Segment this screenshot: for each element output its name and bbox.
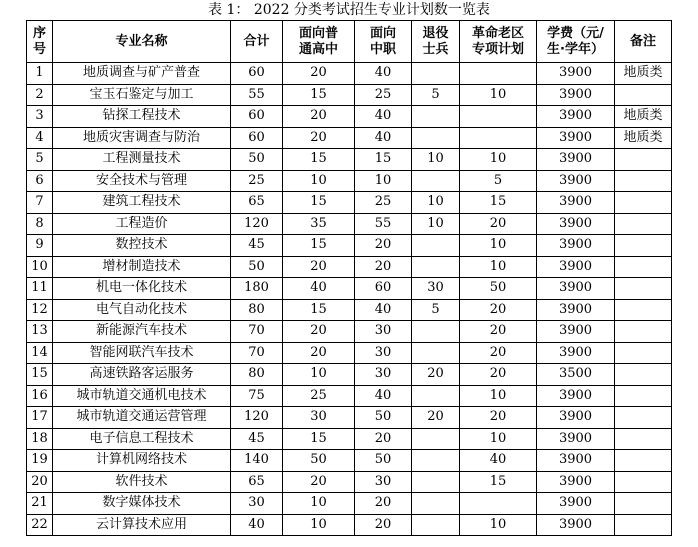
cell-general: 10 [283, 514, 355, 536]
header-seq-line1: 序 [32, 25, 46, 41]
cell-total: 70 [231, 342, 283, 364]
cell-note [615, 299, 672, 321]
cell-vocational: 40 [355, 299, 412, 321]
table-row [27, 299, 672, 321]
cell-seq: 17 [27, 407, 53, 429]
cell-veteran [412, 106, 460, 128]
cell-seq: 4 [27, 127, 53, 149]
cell-vocational: 20 [355, 235, 412, 257]
cell-revolution: 10 [460, 514, 537, 536]
cell-note [615, 149, 672, 171]
cell-note [615, 342, 672, 364]
cell-revolution: 20 [460, 213, 537, 235]
cell-major: 数字媒体技术 [53, 493, 231, 515]
cell-vocational: 40 [355, 63, 412, 85]
cell-total: 80 [231, 364, 283, 386]
cell-major: 建筑工程技术 [53, 192, 231, 214]
table-row [27, 493, 672, 515]
cell-seq: 5 [27, 149, 53, 171]
cell-major: 云计算技术应用 [53, 514, 231, 536]
cell-veteran: 20 [412, 407, 460, 429]
cell-general: 20 [283, 321, 355, 343]
cell-major: 宝玉石鉴定与加工 [53, 84, 231, 106]
cell-general: 30 [283, 407, 355, 429]
cell-general: 20 [283, 127, 355, 149]
cell-seq: 10 [27, 256, 53, 278]
cell-seq: 22 [27, 514, 53, 536]
cell-total: 75 [231, 385, 283, 407]
cell-general: 15 [283, 149, 355, 171]
cell-veteran: 10 [412, 149, 460, 171]
table-row [27, 407, 672, 429]
cell-revolution: 50 [460, 278, 537, 300]
cell-note [615, 235, 672, 257]
cell-fee: 3900 [537, 342, 615, 364]
cell-vocational: 20 [355, 493, 412, 515]
cell-revolution: 15 [460, 192, 537, 214]
cell-fee: 3900 [537, 407, 615, 429]
cell-seq: 20 [27, 471, 53, 493]
cell-revolution: 20 [460, 299, 537, 321]
cell-fee: 3900 [537, 428, 615, 450]
cell-revolution: 10 [460, 256, 537, 278]
cell-total: 65 [231, 192, 283, 214]
cell-seq: 12 [27, 299, 53, 321]
cell-total: 180 [231, 278, 283, 300]
cell-vocational: 10 [355, 170, 412, 192]
cell-vocational: 25 [355, 84, 412, 106]
header-fee-line1: 学费（元/ [547, 25, 604, 41]
cell-veteran [412, 493, 460, 515]
cell-revolution: 20 [460, 364, 537, 386]
cell-revolution: 10 [460, 385, 537, 407]
cell-fee: 3900 [537, 213, 615, 235]
cell-note [615, 471, 672, 493]
cell-vocational: 40 [355, 106, 412, 128]
cell-note [615, 192, 672, 214]
cell-revolution [460, 63, 537, 85]
cell-veteran [412, 63, 460, 85]
cell-seq: 1 [27, 63, 53, 85]
table-row [27, 106, 672, 128]
cell-total: 40 [231, 514, 283, 536]
cell-note [615, 84, 672, 106]
cell-total: 60 [231, 63, 283, 85]
cell-revolution [460, 493, 537, 515]
cell-note [615, 514, 672, 536]
table-row [27, 385, 672, 407]
header-seq-line2: 号 [32, 41, 46, 57]
header-revolution-line2: 专项计划 [471, 41, 524, 57]
cell-vocational: 20 [355, 514, 412, 536]
header-note: 备注 [615, 21, 672, 63]
header-veteran [412, 21, 460, 63]
header-vocational-line2: 中职 [369, 41, 396, 57]
cell-veteran [412, 514, 460, 536]
cell-total: 60 [231, 106, 283, 128]
cell-note [615, 278, 672, 300]
cell-seq: 3 [27, 106, 53, 128]
cell-vocational: 15 [355, 149, 412, 171]
cell-total: 65 [231, 471, 283, 493]
cell-fee: 3900 [537, 192, 615, 214]
cell-total: 140 [231, 450, 283, 472]
header-vocational-line1: 面向 [369, 25, 396, 41]
cell-vocational: 50 [355, 450, 412, 472]
cell-veteran: 30 [412, 278, 460, 300]
cell-fee: 3900 [537, 450, 615, 472]
cell-major: 机电一体化技术 [53, 278, 231, 300]
cell-fee: 3900 [537, 84, 615, 106]
cell-revolution: 10 [460, 428, 537, 450]
table-row [27, 213, 672, 235]
header-total: 合计 [231, 21, 283, 63]
cell-seq: 6 [27, 170, 53, 192]
table-header [27, 21, 672, 63]
table-row [27, 149, 672, 171]
cell-general: 25 [283, 385, 355, 407]
cell-major: 数控技术 [53, 235, 231, 257]
cell-fee: 3900 [537, 170, 615, 192]
table-row [27, 514, 672, 536]
cell-total: 70 [231, 321, 283, 343]
cell-veteran [412, 321, 460, 343]
cell-major: 城市轨道交通机电技术 [53, 385, 231, 407]
cell-seq: 11 [27, 278, 53, 300]
cell-fee: 3900 [537, 127, 615, 149]
cell-general: 20 [283, 342, 355, 364]
cell-vocational: 30 [355, 342, 412, 364]
header-general-line1: 面向普 [298, 25, 338, 41]
cell-major: 高速铁路客运服务 [53, 364, 231, 386]
header-general-line2: 通高中 [298, 41, 338, 57]
cell-revolution: 40 [460, 450, 537, 472]
cell-seq: 18 [27, 428, 53, 450]
cell-major: 电气自动化技术 [53, 299, 231, 321]
cell-veteran: 5 [412, 84, 460, 106]
cell-major: 工程造价 [53, 213, 231, 235]
cell-general: 40 [283, 278, 355, 300]
cell-total: 45 [231, 428, 283, 450]
cell-total: 120 [231, 407, 283, 429]
cell-major: 电子信息工程技术 [53, 428, 231, 450]
cell-veteran: 5 [412, 299, 460, 321]
cell-veteran [412, 235, 460, 257]
table-row [27, 450, 672, 472]
cell-total: 55 [231, 84, 283, 106]
cell-note: 地质类 [615, 106, 672, 128]
table-row [27, 364, 672, 386]
cell-note [615, 407, 672, 429]
table-row [27, 278, 672, 300]
cell-total: 80 [231, 299, 283, 321]
cell-note: 地质类 [615, 127, 672, 149]
cell-general: 15 [283, 235, 355, 257]
cell-general: 50 [283, 450, 355, 472]
cell-major: 增材制造技术 [53, 256, 231, 278]
cell-note [615, 493, 672, 515]
cell-revolution: 20 [460, 407, 537, 429]
cell-fee: 3500 [537, 364, 615, 386]
cell-major: 工程测量技术 [53, 149, 231, 171]
cell-general: 10 [283, 493, 355, 515]
cell-general: 20 [283, 256, 355, 278]
cell-vocational: 20 [355, 428, 412, 450]
cell-vocational: 60 [355, 278, 412, 300]
cell-fee: 3900 [537, 471, 615, 493]
cell-veteran: 10 [412, 192, 460, 214]
cell-major: 软件技术 [53, 471, 231, 493]
cell-revolution: 15 [460, 471, 537, 493]
table-row [27, 192, 672, 214]
cell-total: 50 [231, 256, 283, 278]
cell-note [615, 428, 672, 450]
cell-total: 45 [231, 235, 283, 257]
cell-note [615, 170, 672, 192]
cell-veteran [412, 342, 460, 364]
cell-general: 15 [283, 428, 355, 450]
header-general [283, 21, 355, 63]
cell-major: 地质灾害调查与防治 [53, 127, 231, 149]
cell-vocational: 20 [355, 256, 412, 278]
cell-veteran [412, 127, 460, 149]
cell-fee: 3900 [537, 299, 615, 321]
cell-veteran: 10 [412, 213, 460, 235]
cell-fee: 3900 [537, 278, 615, 300]
table-row [27, 84, 672, 106]
cell-revolution: 20 [460, 342, 537, 364]
cell-general: 15 [283, 84, 355, 106]
cell-major: 城市轨道交通运营管理 [53, 407, 231, 429]
cell-note [615, 256, 672, 278]
cell-note [615, 213, 672, 235]
cell-note [615, 450, 672, 472]
table-row [27, 321, 672, 343]
cell-general: 35 [283, 213, 355, 235]
cell-vocational: 30 [355, 471, 412, 493]
cell-fee: 3900 [537, 321, 615, 343]
cell-vocational: 25 [355, 192, 412, 214]
cell-revolution: 5 [460, 170, 537, 192]
cell-major: 钻探工程技术 [53, 106, 231, 128]
cell-fee: 3900 [537, 63, 615, 85]
cell-general: 20 [283, 106, 355, 128]
cell-general: 20 [283, 63, 355, 85]
header-fee-line2: 生·学年） [547, 41, 604, 57]
cell-vocational: 40 [355, 127, 412, 149]
header-veteran-line1: 退役 [422, 25, 449, 41]
cell-vocational: 40 [355, 385, 412, 407]
cell-seq: 9 [27, 235, 53, 257]
table-caption: 表 1： 2022 分类考试招生专业计划数一览表 [208, 2, 490, 18]
cell-general: 10 [283, 364, 355, 386]
header-vocational [355, 21, 412, 63]
cell-seq: 21 [27, 493, 53, 515]
cell-major: 安全技术与管理 [53, 170, 231, 192]
cell-seq: 16 [27, 385, 53, 407]
cell-general: 15 [283, 299, 355, 321]
header-seq [27, 21, 53, 63]
table-row [27, 428, 672, 450]
cell-total: 120 [231, 213, 283, 235]
cell-major: 计算机网络技术 [53, 450, 231, 472]
cell-seq: 15 [27, 364, 53, 386]
cell-revolution: 10 [460, 84, 537, 106]
cell-note [615, 321, 672, 343]
cell-vocational: 30 [355, 321, 412, 343]
cell-vocational: 55 [355, 213, 412, 235]
cell-seq: 19 [27, 450, 53, 472]
cell-major: 新能源汽车技术 [53, 321, 231, 343]
enrollment-plan-table [26, 20, 672, 536]
cell-total: 25 [231, 170, 283, 192]
cell-revolution [460, 106, 537, 128]
cell-fee: 3900 [537, 235, 615, 257]
cell-revolution: 10 [460, 235, 537, 257]
cell-seq: 14 [27, 342, 53, 364]
cell-fee: 3900 [537, 106, 615, 128]
table-row [27, 235, 672, 257]
cell-total: 60 [231, 127, 283, 149]
table-row [27, 127, 672, 149]
cell-veteran [412, 256, 460, 278]
cell-major: 地质调查与矿产普查 [53, 63, 231, 85]
cell-fee: 3900 [537, 514, 615, 536]
cell-vocational: 50 [355, 407, 412, 429]
cell-vocational: 30 [355, 364, 412, 386]
header-row [27, 21, 672, 63]
cell-seq: 13 [27, 321, 53, 343]
cell-veteran [412, 428, 460, 450]
cell-fee: 3900 [537, 149, 615, 171]
header-fee [537, 21, 615, 63]
cell-revolution [460, 127, 537, 149]
cell-general: 15 [283, 192, 355, 214]
cell-note [615, 364, 672, 386]
cell-fee: 3900 [537, 256, 615, 278]
table-row [27, 471, 672, 493]
table-body [27, 63, 672, 536]
cell-general: 10 [283, 170, 355, 192]
cell-revolution: 10 [460, 149, 537, 171]
cell-seq: 7 [27, 192, 53, 214]
cell-total: 50 [231, 149, 283, 171]
cell-seq: 2 [27, 84, 53, 106]
cell-veteran [412, 471, 460, 493]
cell-note [615, 385, 672, 407]
cell-general: 20 [283, 471, 355, 493]
cell-seq: 8 [27, 213, 53, 235]
cell-veteran [412, 385, 460, 407]
header-revolution [460, 21, 537, 63]
cell-revolution: 20 [460, 321, 537, 343]
table-row [27, 170, 672, 192]
table-row [27, 342, 672, 364]
cell-total: 30 [231, 493, 283, 515]
cell-fee: 3900 [537, 385, 615, 407]
cell-fee: 3900 [537, 493, 615, 515]
header-revolution-line1: 革命老区 [471, 25, 524, 41]
cell-veteran [412, 170, 460, 192]
header-veteran-line2: 士兵 [422, 41, 449, 57]
cell-veteran [412, 450, 460, 472]
cell-major: 智能网联汽车技术 [53, 342, 231, 364]
cell-veteran: 20 [412, 364, 460, 386]
table-row [27, 63, 672, 85]
table-row [27, 256, 672, 278]
header-major: 专业名称 [53, 21, 231, 63]
cell-note: 地质类 [615, 63, 672, 85]
